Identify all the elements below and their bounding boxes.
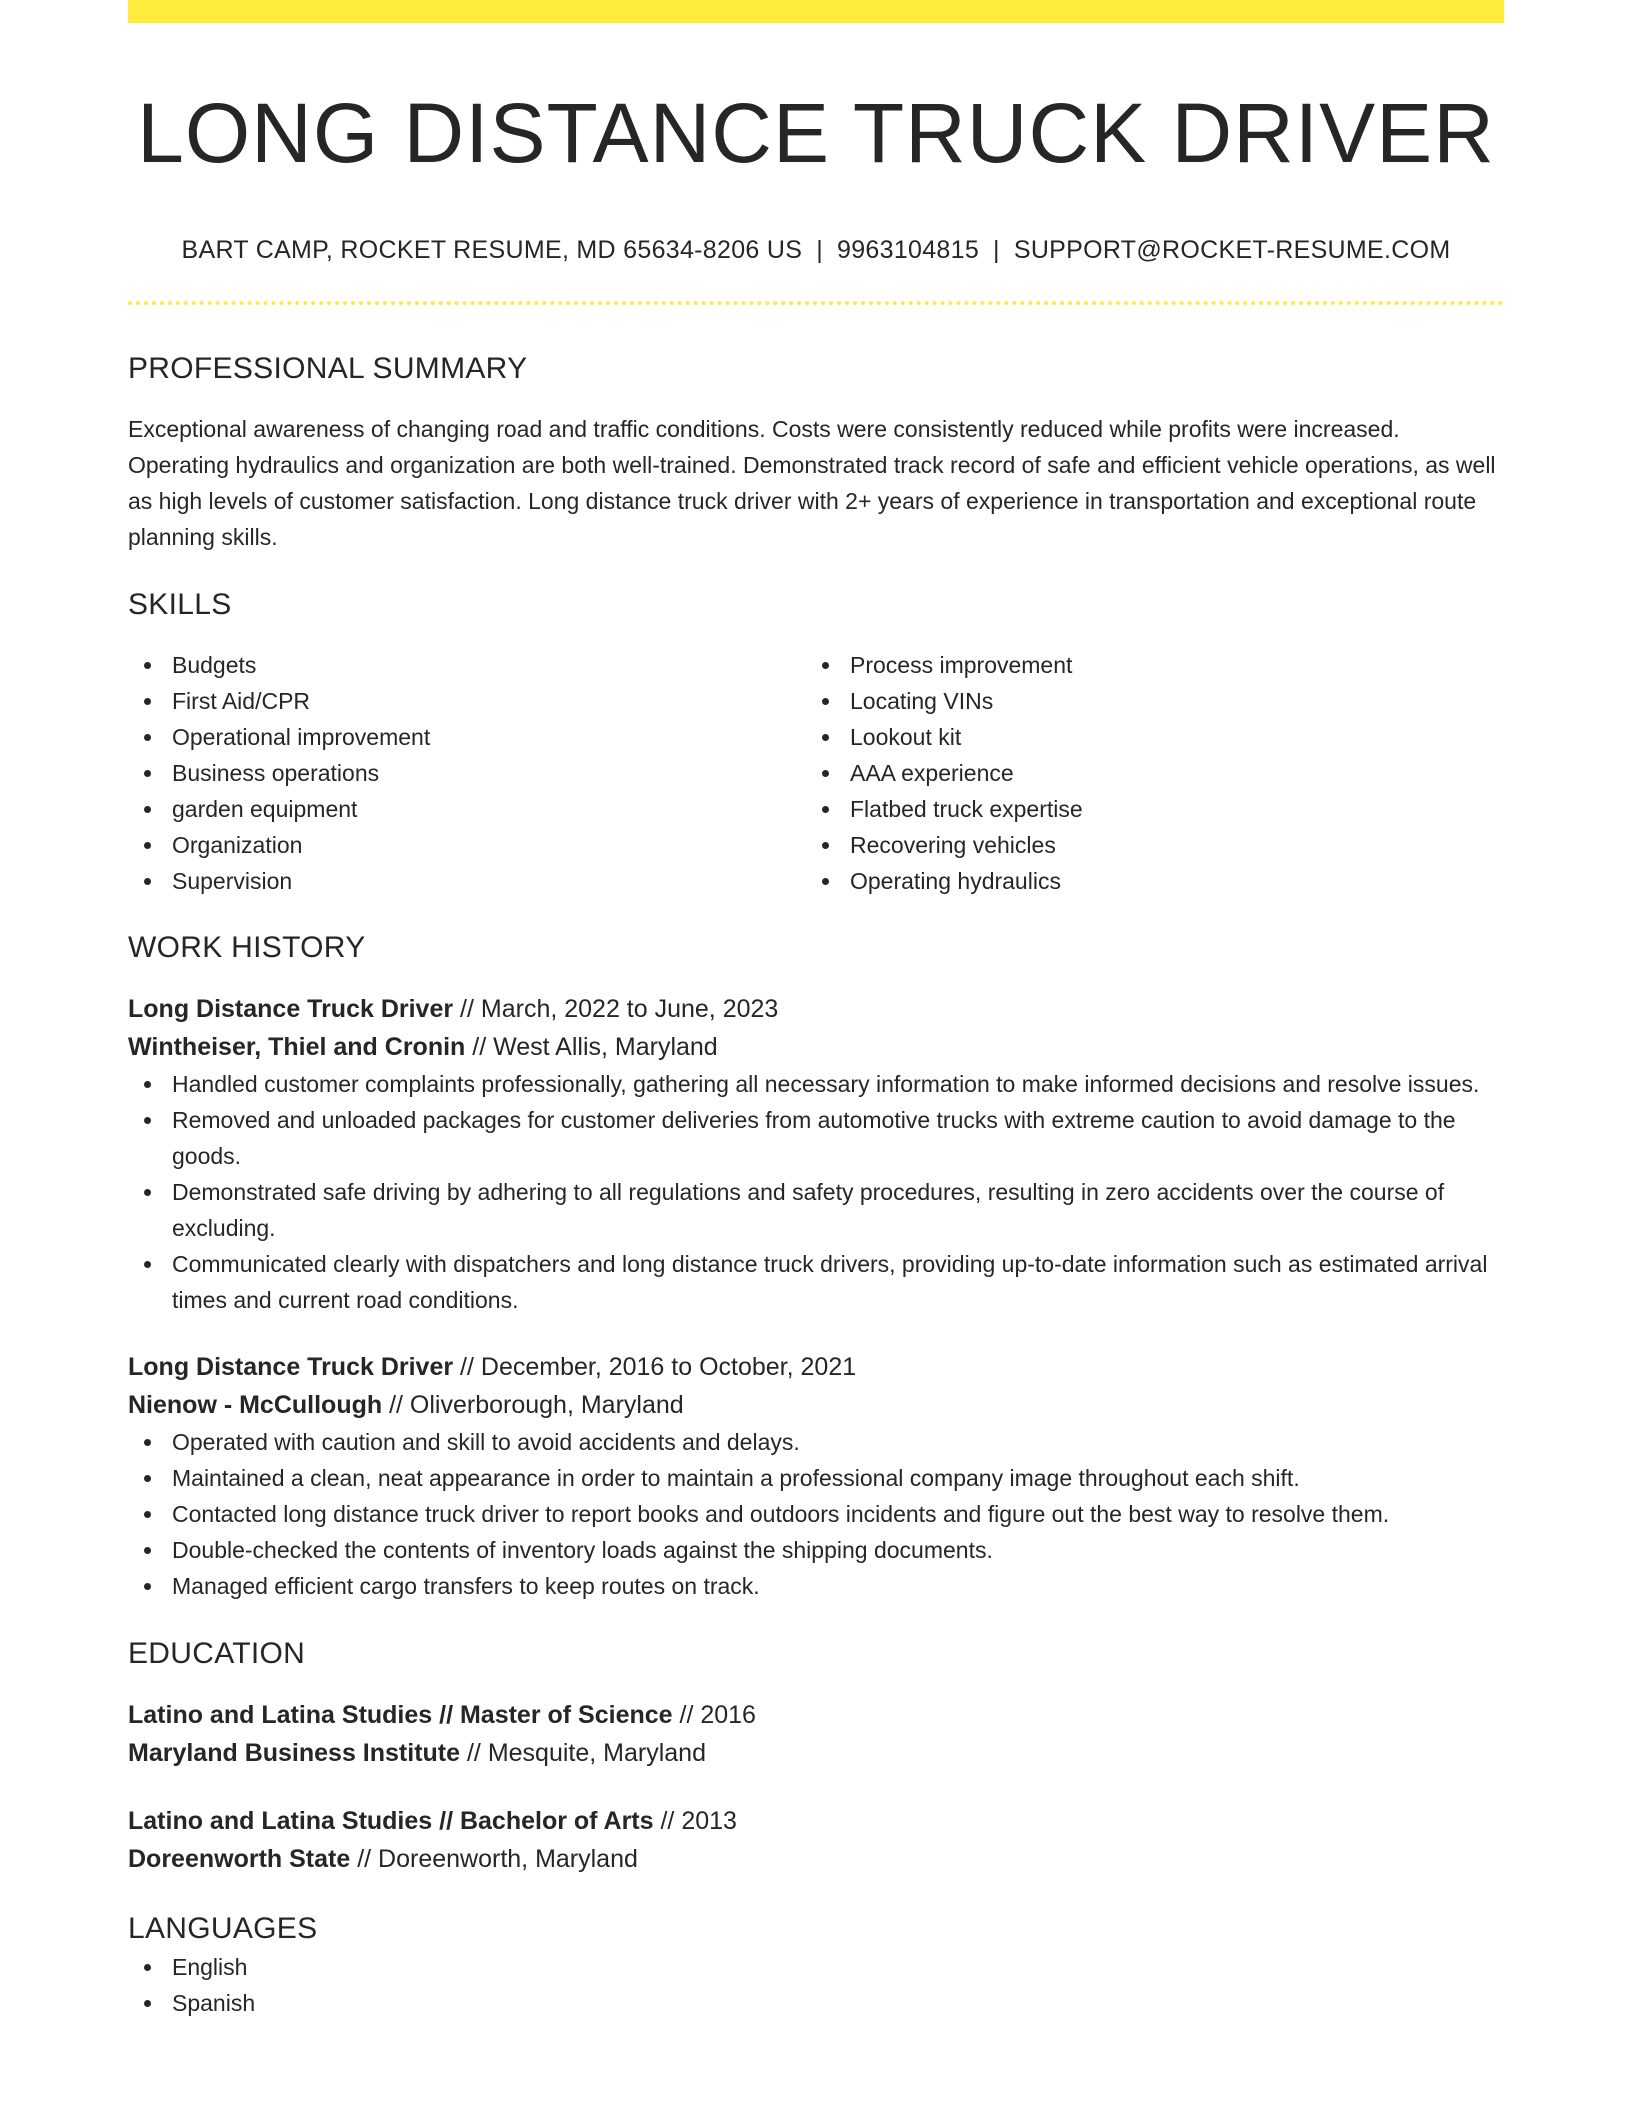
- skills-column-left: [128, 647, 806, 899]
- school-line: [128, 1840, 1504, 1878]
- work-history-heading: WORK HISTORY: [128, 931, 366, 964]
- skill-item: Locating VINs: [806, 683, 1484, 719]
- contact-email: SUPPORT@ROCKET-RESUME.COM: [1013, 236, 1451, 264]
- accent-top-bar: [128, 0, 1504, 23]
- degree: Latino and Latina Studies // Bachelor of Arts: [128, 1807, 654, 1835]
- skill-item: Business operations: [128, 755, 806, 791]
- degree-year: // 2013: [653, 1807, 737, 1835]
- job-dates: // December, 2016 to October, 2021: [453, 1353, 857, 1381]
- school: Doreenworth State: [128, 1845, 351, 1873]
- contact-separator: |: [993, 236, 1000, 264]
- skill-item: Recovering vehicles: [806, 827, 1484, 863]
- school-location: // Mesquite, Maryland: [460, 1739, 706, 1767]
- skill-item: garden equipment: [128, 791, 806, 827]
- language-item: English: [128, 1949, 1504, 1985]
- education-heading: EDUCATION: [128, 1637, 306, 1670]
- language-item: Spanish: [128, 1985, 1504, 2021]
- contact-line: [128, 234, 1504, 266]
- education-entry: [128, 1802, 1504, 1878]
- skills-list: [128, 647, 1504, 899]
- job-bullet: Communicated clearly with dispatchers and long distance truck drivers, providing up-to-date information such as estimated arrival times and current road conditions.: [128, 1246, 1504, 1318]
- summary-text: Exceptional awareness of changing road and traffic conditions. Costs were consistently reduced while profits were increased. Operating hydraulics and organization are both well-trained. Demonstrated track record of safe and efficient vehicle operations, as well as high levels of customer satisfaction. Long distance truck driver with 2+ years of experience in transportation and exceptional route planning skills.: [128, 416, 1496, 550]
- job-company-line: [128, 1386, 1504, 1424]
- job-bullet: Managed efficient cargo transfers to keep routes on track.: [128, 1568, 1504, 1604]
- skill-item: Flatbed truck expertise: [806, 791, 1484, 827]
- contact-phone: 9963104815: [837, 236, 980, 264]
- job-bullets: [128, 1424, 1504, 1604]
- job-title: Long Distance Truck Driver: [128, 995, 454, 1023]
- degree-line: [128, 1696, 1504, 1734]
- job-entry: [128, 1348, 1504, 1604]
- skill-item: Organization: [128, 827, 806, 863]
- job-company: Nienow - McCullough: [128, 1391, 383, 1419]
- languages-list: [128, 1949, 1504, 2021]
- summary-heading: PROFESSIONAL SUMMARY: [128, 352, 528, 385]
- job-bullet: Removed and unloaded packages for customer deliveries from automotive trucks with extreme caution to avoid damage to the goods.: [128, 1102, 1504, 1174]
- job-bullet: Contacted long distance truck driver to report books and outdoors incidents and figure out the best way to resolve them.: [128, 1496, 1504, 1532]
- skill-item: Lookout kit: [806, 719, 1484, 755]
- dotted-divider: [128, 301, 1504, 305]
- resume-page: [128, 0, 1504, 2021]
- skills-heading: SKILLS: [128, 588, 232, 621]
- job-bullet: Maintained a clean, neat appearance in order to maintain a professional company image throughout each shift.: [128, 1460, 1504, 1496]
- job-location: // West Allis, Maryland: [465, 1033, 718, 1061]
- job-bullet: Handled customer complaints professionally, gathering all necessary information to make informed decisions and resolve issues.: [128, 1066, 1504, 1102]
- skill-item: First Aid/CPR: [128, 683, 806, 719]
- skills-column-right: [806, 647, 1484, 899]
- job-bullet: Demonstrated safe driving by adhering to all regulations and safety procedures, resulting in zero accidents over the course of excluding.: [128, 1174, 1504, 1246]
- job-title-line: [128, 1348, 1504, 1386]
- job-title: Long Distance Truck Driver: [128, 1353, 454, 1381]
- languages-heading: LANGUAGES: [128, 1912, 318, 1945]
- skill-item: Supervision: [128, 863, 806, 899]
- job-title-line: [128, 990, 1504, 1028]
- degree-year: // 2016: [672, 1701, 756, 1729]
- skill-item: Operational improvement: [128, 719, 806, 755]
- resume-title: LONG DISTANCE TRUCK DRIVER: [137, 86, 1495, 180]
- degree-line: [128, 1802, 1504, 1840]
- job-company: Wintheiser, Thiel and Cronin: [128, 1033, 466, 1061]
- skill-item: Process improvement: [806, 647, 1484, 683]
- school: Maryland Business Institute: [128, 1739, 461, 1767]
- education-entry: [128, 1696, 1504, 1772]
- job-bullet: Operated with caution and skill to avoid accidents and delays.: [128, 1424, 1504, 1460]
- skill-item: AAA experience: [806, 755, 1484, 791]
- degree: Latino and Latina Studies // Master of Science: [128, 1701, 673, 1729]
- skill-item: Budgets: [128, 647, 806, 683]
- job-bullet: Double-checked the contents of inventory loads against the shipping documents.: [128, 1532, 1504, 1568]
- job-entry: [128, 990, 1504, 1318]
- job-company-line: [128, 1028, 1504, 1066]
- job-dates: // March, 2022 to June, 2023: [453, 995, 779, 1023]
- job-location: // Oliverborough, Maryland: [382, 1391, 684, 1419]
- skill-item: Operating hydraulics: [806, 863, 1484, 899]
- school-line: [128, 1734, 1504, 1772]
- contact-address: BART CAMP, ROCKET RESUME, MD 65634-8206 US: [181, 236, 803, 264]
- school-location: // Doreenworth, Maryland: [350, 1845, 638, 1873]
- job-bullets: [128, 1066, 1504, 1318]
- contact-separator: |: [816, 236, 823, 264]
